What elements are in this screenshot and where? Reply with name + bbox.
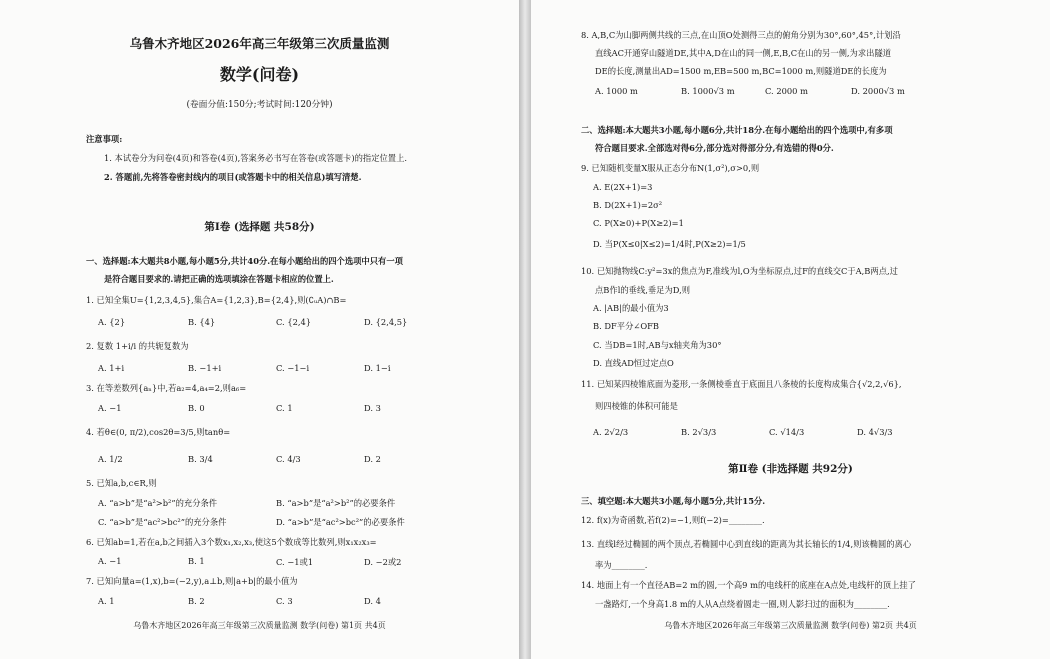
q2-option-c: C. −1−i: [276, 363, 310, 373]
q7-option-b: B. 2: [188, 596, 205, 606]
q6-option-c: C. −1或1: [276, 557, 314, 567]
q1-option-b: B. {4}: [188, 317, 216, 327]
q8-line3: DE的长度,测量出AD=1500 m,EB=500 m,BC=1000 m,则隧道DE的长度为: [595, 66, 887, 76]
notice-heading: 注意事项:: [86, 134, 123, 144]
q3-stem: 3. 在等差数列{aₙ}中,若a₂=4,a₄=2,则a₆=: [86, 383, 247, 393]
q7-stem: 7. 已知向量a=(1,x),b=(−2,y),a⊥b,则|a+b|的最小值为: [86, 576, 298, 586]
left-page-footer: 乌鲁木齐地区2026年高三年级第三次质量监测 数学(问卷) 第1页 共4页: [133, 621, 386, 630]
q10-option-a: A. |AB|的最小值为3: [593, 303, 669, 313]
score-info: (卷面分值:150分;考试时间:120分钟): [186, 100, 333, 110]
q2-option-d: D. 1−i: [364, 363, 391, 373]
part1-intro-line1: 一、选择题:本大题共8小题,每小题5分,共计40分.在每小题给出的四个选项中只有一项: [86, 256, 403, 266]
exam-header-title: 乌鲁木齐地区2026年高三年级第三次质量监测: [129, 36, 390, 51]
q6-option-a: A. −1: [98, 556, 122, 566]
q6-option-b: B. 1: [188, 556, 205, 566]
part2-intro-line2: 符合题目要求.全部选对得6分,部分选对得部分分,有选错的得0分.: [595, 143, 834, 153]
q11-option-a: A. 2√2/3: [593, 427, 629, 437]
q8-line1: 8. A,B,C为山脚两侧共线的三点,在山顶O处测得三点的俯角分别为30°,60°,45°,计划沿: [581, 30, 901, 40]
q14-line1: 14. 地面上有一个直径AB=2 m的圆,一个高9 m的电线杆的底座在A点处,电线杆的顶上挂了: [581, 580, 916, 590]
q11-line2: 则四棱锥的体积可能是: [595, 401, 678, 411]
right-page-footer: 乌鲁木齐地区2026年高三年级第三次质量监测 数学(问卷) 第2页 共4页: [664, 621, 917, 630]
q8-line2: 直线AC开通穿山隧道DE,其中A,D在山的同一侧,E,B,C在山的另一侧,为求出隧道: [595, 48, 892, 58]
q9-stem: 9. 已知随机变量X服从正态分布N(1,σ²),σ>0,则: [581, 163, 760, 173]
q13-line2: 率为________.: [595, 560, 648, 570]
q7-option-d: D. 4: [364, 596, 381, 606]
q2-option-b: B. −1+i: [188, 363, 222, 373]
q6-option-d: D. −2或2: [364, 557, 402, 567]
page-fold: [519, 0, 531, 659]
q7-option-c: C. 3: [276, 596, 293, 606]
q9-option-d: D. 当P(X≤0|X≤2)=1/4时,P(X≥2)=1/5: [593, 239, 746, 249]
q7-option-a: A. 1: [98, 596, 115, 606]
q10-option-b: B. DF平分∠OFB: [593, 321, 659, 331]
q6-stem: 6. 已知ab=1,若在a,b之间插入3个数x₁,x₂,x₃,使这5个数成等比数列,则x₁x₂x₃=: [86, 537, 377, 547]
notice-item-2: 2. 答题前,先将答卷密封线内的项目(或答题卡中的相关信息)填写清楚.: [104, 172, 362, 182]
q8-option-c: C. 2000 m: [765, 86, 808, 96]
q9-option-b: B. D(2X+1)=2σ²: [593, 200, 663, 210]
subject-title: 数学(问卷): [219, 65, 300, 84]
q11-option-c: C. √14/3: [769, 427, 805, 437]
q5-option-c: C. “a>b”是“ac²>bc²”的充分条件: [98, 517, 227, 527]
q11-line1: 11. 已知某四棱锥底面为菱形,一条侧棱垂直于底面且八条棱的长度构成集合{√2,2,√6},: [581, 379, 902, 389]
section1-title: 第Ⅰ卷 (选择题 共58分): [204, 221, 315, 233]
q3-option-a: A. −1: [98, 403, 122, 413]
q11-option-b: B. 2√3/3: [681, 427, 717, 437]
q8-option-b: B. 1000√3 m: [681, 86, 735, 96]
q2-option-a: A. 1+i: [98, 363, 125, 373]
notice-item-1: 1. 本试卷分为问卷(4页)和答卷(4页),答案务必书写在答卷(或答题卡)的指定位置上.: [104, 153, 408, 163]
q10-option-d: D. 直线AD恒过定点O: [593, 358, 674, 368]
q4-stem: 4. 若θ∈(0, π/2),cos2θ=3/5,则tanθ=: [86, 427, 231, 437]
q1-option-c: C. {2,4}: [276, 317, 312, 327]
q4-option-c: C. 4/3: [276, 454, 301, 464]
q3-option-d: D. 3: [364, 403, 381, 413]
q3-option-b: B. 0: [188, 403, 205, 413]
q3-option-c: C. 1: [276, 403, 293, 413]
q1-stem: 1. 已知全集U={1,2,3,4,5},集合A={1,2,3},B={2,4},则(∁ᵤA)∩B=: [86, 295, 347, 305]
q5-option-b: B. “a>b”是“a²>b²”的必要条件: [276, 498, 396, 508]
q10-line2: 点B作l的垂线,垂足为D,则: [595, 285, 691, 295]
q1-option-a: A. {2}: [98, 317, 126, 327]
q1-option-d: D. {2,4,5}: [364, 317, 408, 327]
q4-option-b: B. 3/4: [188, 454, 213, 464]
q8-option-a: A. 1000 m: [595, 86, 638, 96]
right-page: [531, 0, 1050, 659]
q4-option-d: D. 2: [364, 454, 381, 464]
q5-option-a: A. “a>b”是“a²>b²”的充分条件: [98, 498, 218, 508]
q9-option-a: A. E(2X+1)=3: [593, 182, 653, 192]
q5-stem: 5. 已知a,b,c∈R,则: [86, 478, 157, 488]
q5-option-d: D. “a>b”是“ac²>bc²”的必要条件: [276, 517, 405, 527]
q11-option-d: D. 4√3/3: [857, 427, 893, 437]
q4-option-a: A. 1/2: [98, 454, 123, 464]
q2-stem: 2. 复数 1+i/i 的共轭复数为: [86, 341, 189, 351]
part1-intro-line2: 是符合题目要求的.请把正确的选项填涂在答题卡相应的位置上.: [104, 274, 334, 284]
part2-intro-line1: 二、选择题:本大题共3小题,每小题6分,共计18分.在每小题给出的四个选项中,有多项: [581, 125, 893, 135]
q10-line1: 10. 已知抛物线C:y²=3x的焦点为F,准线为l,O为坐标原点,过F的直线交C于A,B两点,过: [581, 266, 898, 276]
q10-option-c: C. 当DB=1时,AB与x轴夹角为30°: [593, 340, 722, 350]
q12-stem: 12. f(x)为奇函数,若f(2)=−1,则f(−2)=________.: [581, 515, 765, 525]
q9-option-c: C. P(X≥0)+P(X≥2)=1: [593, 218, 684, 228]
q13-line1: 13. 直线l经过椭圆的两个顶点,若椭圆中心到直线l的距离为其长轴长的1/4,则该椭圆的离心: [581, 539, 912, 549]
left-page: [0, 0, 519, 659]
section2-title: 第Ⅱ卷 (非选择题 共92分): [728, 463, 853, 475]
q8-option-d: D. 2000√3 m: [851, 86, 905, 96]
q14-line2: 一盏路灯,一个身高1.8 m的人从A点绕着圆走一圈,则人影扫过的面积为________.: [595, 599, 890, 609]
part3-intro: 三、填空题:本大题共3小题,每小题5分,共计15分.: [581, 496, 766, 506]
